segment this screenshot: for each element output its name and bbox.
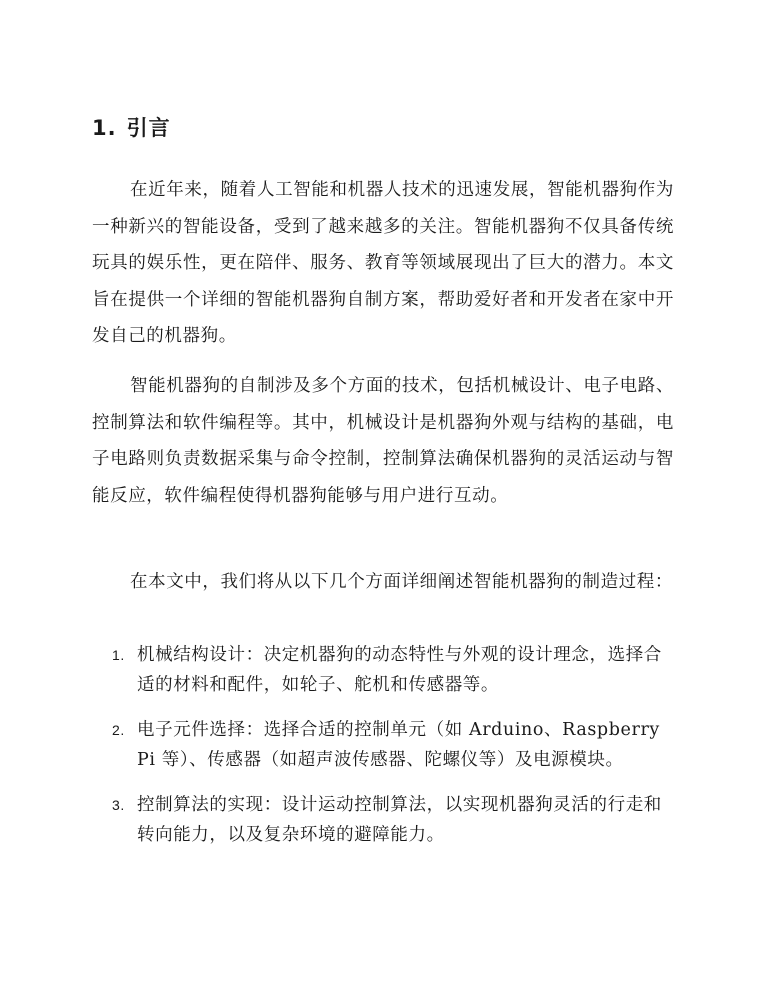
section-number: 1. — [92, 116, 117, 140]
list-item-text: 机械结构设计：决定机器狗的动态特性与外观的设计理念，选择合适的材料和配件，如轮子、舵机和传感器等。 — [137, 645, 662, 695]
paragraph-intro: 在近年来，随着人工智能和机器人技术的迅速发展，智能机器狗作为一种新兴的智能设备，受到了越来越多的关注。智能机器狗不仅具备传统玩具的娱乐性，更在陪伴、服务、教育等领域展现出了巨大的潜力。本文旨在提供一个详细的智能机器狗自制方案，帮助爱好者和开发者在家中开发自己的机器狗。 — [92, 180, 674, 346]
list-item — [92, 790, 676, 850]
list-item — [92, 715, 676, 775]
section-title: 引言 — [126, 116, 171, 140]
topic-list — [92, 640, 676, 865]
list-marker: 3. — [112, 797, 125, 813]
list-item-text: 电子元件选择：选择合适的控制单元（如 Arduino、Raspberry Pi 等）、传感器（如超声波传感器、陀螺仪等）及电源模块。 — [137, 720, 660, 770]
list-marker: 2. — [112, 722, 125, 738]
list-item-text: 控制算法的实现：设计运动控制算法，以实现机器狗灵活的行走和转向能力，以及复杂环境的避障能力。 — [137, 795, 662, 845]
list-item — [92, 640, 676, 700]
paragraph-technologies: 智能机器狗的自制涉及多个方面的技术，包括机械设计、电子电路、控制算法和软件编程等。其中，机械设计是机器狗外观与结构的基础，电子电路则负责数据采集与命令控制，控制算法确保机器狗的灵活运动与智能反应，软件编程使得机器狗能够与用户进行互动。 — [92, 376, 674, 506]
list-marker: 1. — [112, 647, 125, 663]
section-heading — [92, 112, 171, 142]
paragraph-outline: 在本文中，我们将从以下几个方面详细阐述智能机器狗的制造过程： — [130, 572, 673, 592]
